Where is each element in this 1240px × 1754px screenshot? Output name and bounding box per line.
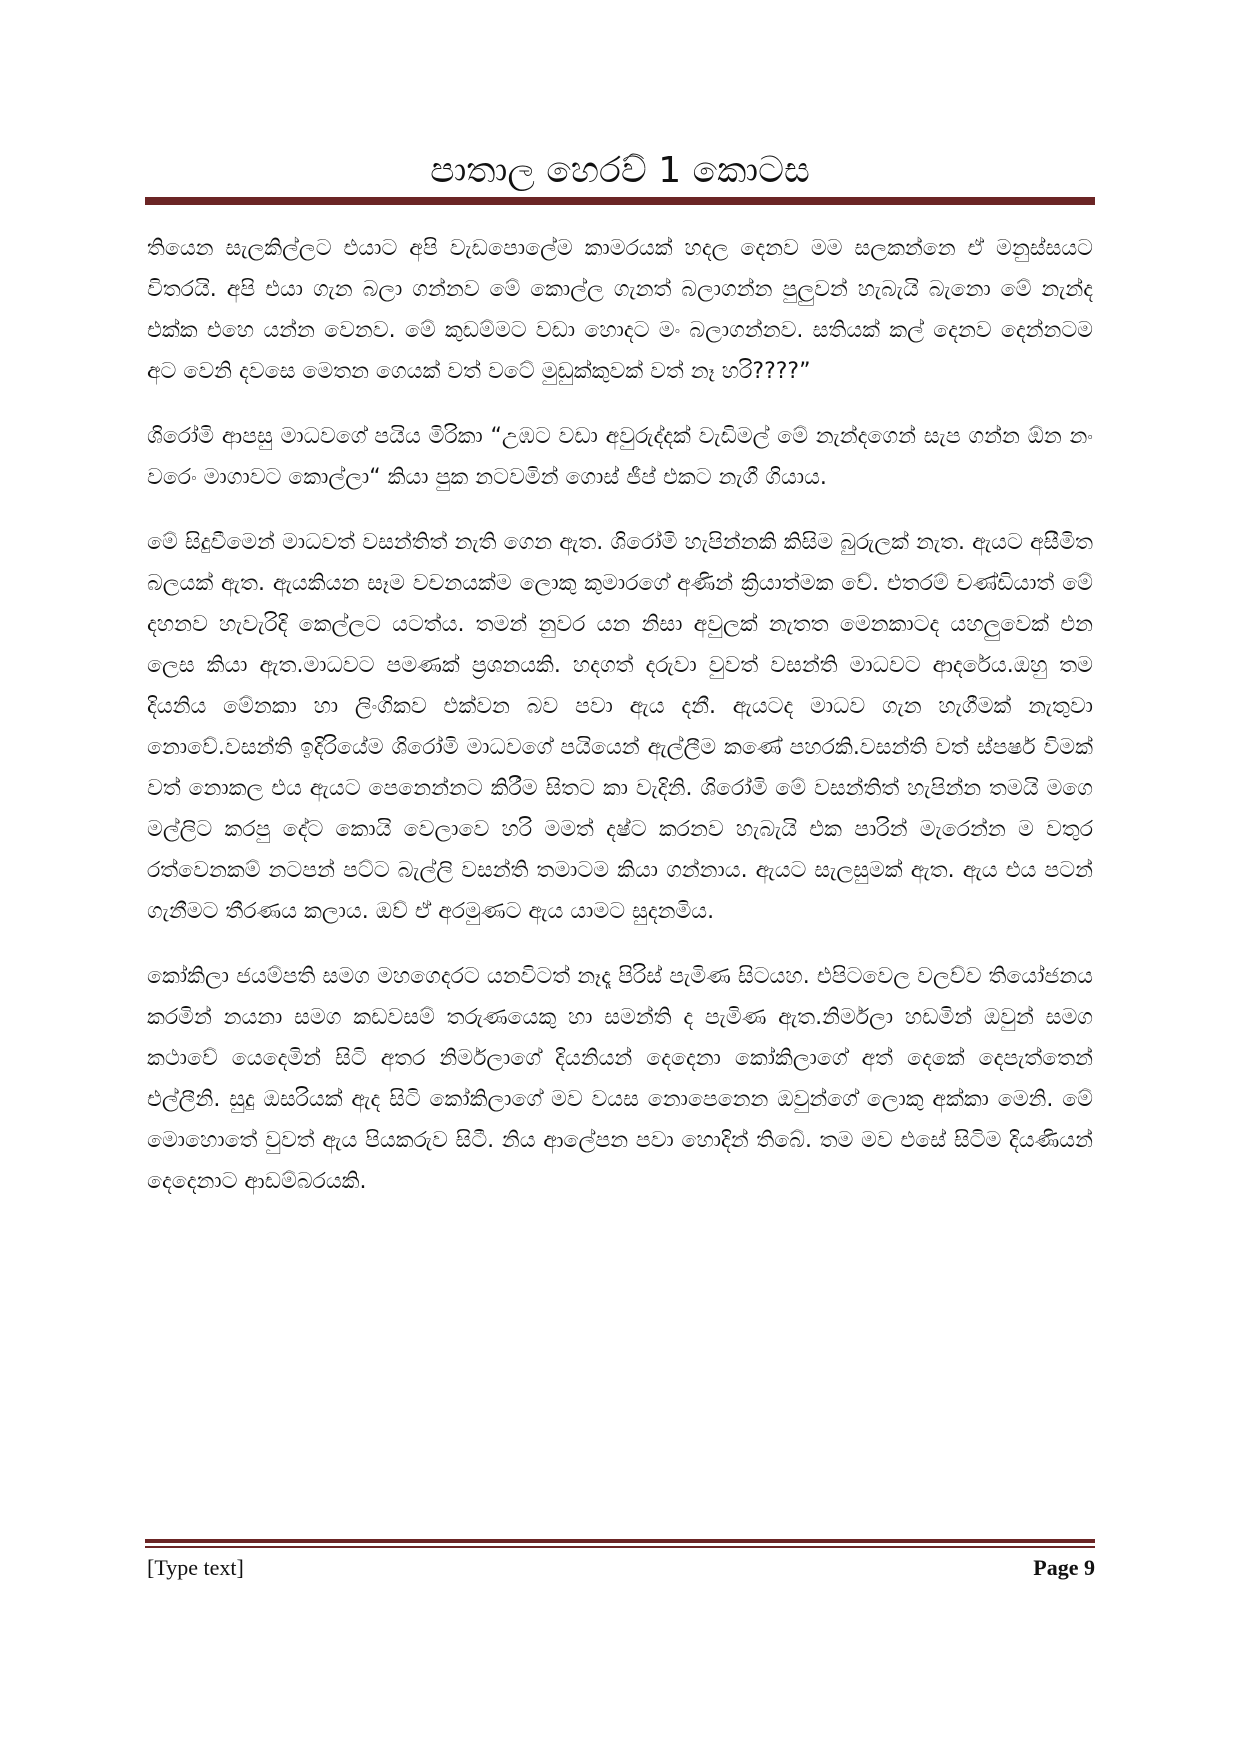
page-title: පාතාල හෙරව් 1 කොටස xyxy=(430,150,810,191)
paragraph-3: මේ සිදුවීමෙන් මාධවත් වසන්තිත් නැති ගෙන ඇත. ශිරෝමි හැපින්නකි කිසිම බුරුලක් නැත. ඇයට අසීමිත බලයක් ඇත. ඇයකියන සෑම වචනයක්ම ලොකු කුමාරගේ අණින් ක්‍රියාත්මක වේ. එතරම් චණ්ඩියාත් මේ දහනව හැවැරිදි කෙල්ලට යටත්ය. තමන් නුවර යන නිසා අවුලක් නැතත මෙනකාටද යහලුවෙක් එන ලෙස කියා ඇත.මාධවට පමණක් ප්‍රශනයකි. හදගත් දරුවා වුවත් වසන්ති මාධවට ආදරේය.ඔහු තම දියනිය මේනකා හා ලිංගිකව එක්වන බව පවා ඇය දනී. ඇයටද මාධව ගැන හැගීමක් නැතුවා නොවේ.වසන්ති ඉදිරියේම ශිරෝමි මාධවගේ පයියෙන් ඇල්ලීම කණේ පහරකි.වසන්ති වත් ස්පර්ෂ විමක් වත් නොකල එය ඇයට පෙනෙන්නට කිරීම සිතට කා වැදිනි. ශිරෝමි මේ වසන්තිත් හැපින්න තමයි මගෙ මල්ලිට කරපු දේට කොයි වෙලාවෙ හරි මමත් දෂ්ට කරනව හැබැයි එක පාරින් මැරෙන්න ම වතුර රත්වෙනකම් නටපන් පට්ට බැල්ලි වසන්ති තමාටම කියා ගන්නාය. ඇයට සැලසුමක් ඇත. ඇය එය පටන් ගැනීමට තීරණය කලාය. ඔව් ඒ අරමුණට ඇය යාමට සුදනමිය. xyxy=(147,530,1093,924)
paragraph-1: තියෙන සැලකිල්ලට එයාට අපි වැඩපොලේම කාමරයක් හදල දෙනව මම සලකන්නෙ ඒ මනුස්සයට විතරයි. අපි එයා ගැන බලා ගන්නව මේ කොල්ල ගැනත් බලාගන්න පුලුවන් හැබැයි බැනො මේ නැන්ද එක්ක එහෙ යන්න වෙනව. මේ කුඩම්මට වඩා හොදට මං බලාගන්නව. සතියක් කල් දෙනව දෙන්නටම අට වෙනි දවසෙ මෙතන ගෙයක් වත් වටේ මුඩුක්කුවක් වත් නෑ හරි????” xyxy=(147,236,1093,384)
paragraph-4: කෝකිලා ජයම්පති සමග මහගෙදරට යනවිටත් නෑදෑ පිරිස් පැමිණ සිටයහ. එපිටවෙල වලව්ව තියෝජනය කරමින් නයනා සමග කඩවසම් තරුණයෙකු හා සමන්ති ද පැමිණ ඇත.නිර්මලා හඩමින් ඔවුන් සමග කථාවේ යෙදෙමින් සිටි අතර නිර්මලාගේ දියනියන් දෙදෙනා කෝකිලාගේ අත් දෙකේ දෙපැත්තෙන් එල්ලීනි. සුදු ඔසරියක් ඇද සිටි කෝකිලාගේ මව වයස නොපෙනෙන ඔවුන්ගේ ලොකු අක්කා මෙනි. මේ මොහොතේ වුවත් ඇය පියකරුව සිටී. නිය ආලේපන පවා හොදින් තිබේ. තම මව එසේ සිටිම දියණියන් දෙදෙනාට ආඩම්බරයකි. xyxy=(147,964,1093,1194)
header-rule xyxy=(145,197,1095,205)
page-number: Page 9 xyxy=(1033,1555,1095,1580)
footer-rule-thin xyxy=(145,1546,1095,1548)
footer-placeholder-text: [Type text] xyxy=(147,1555,244,1580)
paragraph-2: ශිරෝමි ආපසු මාධවගේ පයිය මිරිකා “උඹට වඩා අවුරුද්දක් වැඩිමල් මේ නැන්දගෙන් සැප ගන්න ඕන නං වරෙං මාගාවට කොල්ලා“ කියා පුක නටවමින් ගොස් ජීප් එකට නැගී ගියාය. xyxy=(147,424,1093,490)
body-text xyxy=(147,228,1093,1508)
footer-rule-thick xyxy=(145,1539,1095,1543)
